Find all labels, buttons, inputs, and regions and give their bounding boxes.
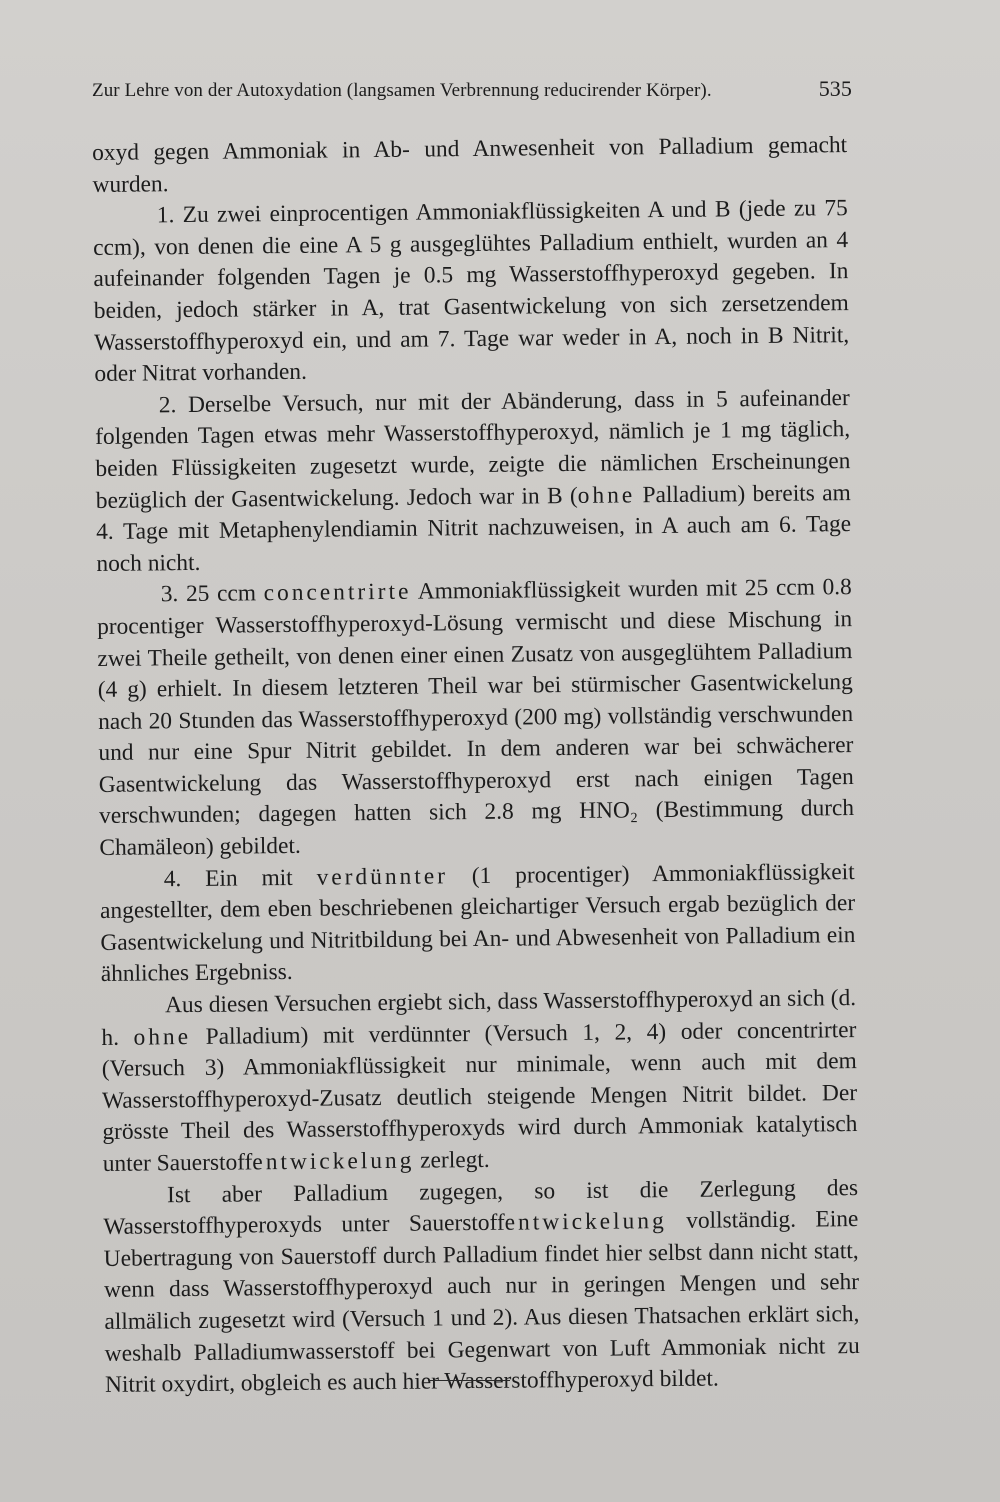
running-header bbox=[92, 76, 852, 102]
paragraph-conclusion-1: Aus diesen Versuchen ergiebt sich, dass Wasserstoffhyperoxyd an sich (d. h. ohne Palladium) mit verdünnter (Versuch 1, 2, 4) oder concentrirter (Versuch 3) Ammoniakflüssigkeit nur minimale, wenn auch mit dem Wasserstoffhyperoxyd-Zusatz deutlich steigende Mengen Nitrit bildet. Der grösste Theil des Wasserstoffhyperoxyds wird durch Ammoniak katalytisch unter Sauerstoffentwickelung zerlegt. bbox=[101, 985, 858, 1177]
page-number: 535 bbox=[818, 76, 852, 101]
paragraph-experiment-1: 1. Zu zwei einprocentigen Ammoniakflüssigkeiten A und B (jede zu 75 ccm), von denen die eine A 5 g ausgeglühtes Palladium enthielt, wurden an 4 aufeinander folgenden Tagen je 0.5 mg Wasserstoffhyperoxyd gegeben. In beiden, jedoch stärker in A, trat Gasentwickelung von sich zersetzendem Wasserstoffhyperoxyd ein, und am 7. Tage war weder in A, noch in B Nitrit, oder Nitrat vorhanden. bbox=[93, 195, 850, 388]
emphasis-spaced: verdünnter bbox=[316, 862, 449, 891]
paragraph-experiment-3: 3. 25 ccm concentrirte Ammoniakflüssigkeit wurden mit 25 ccm 0.8 procentiger Wasserstoffhyperoxyd-Lösung vermischt und diese Mischung in zwei Theile getheilt, von denen einer einen Zusatz von ausgeglühtem Palladium (4 g) erhielt. In diesem letzteren Theil war bei stürmischer Gasentwickelung nach 20 Stunden das Wasserstoffhyperoxyd (200 mg) vollständig verschwunden und nur eine Spur Nitrit gebildet. In dem anderen war bei schwächerer Gasentwickelung das Wasserstoffhyperoxyd erst nach einigen Tagen verschwunden; dagegen hatten sich 2.8 mg HNO₂ (Bestimmung durch Chamäleon) gebildet. bbox=[96, 574, 855, 862]
body-text bbox=[92, 130, 860, 1402]
emphasis-spaced: entwickelung bbox=[252, 1147, 415, 1176]
paragraph-continuation: oxyd gegen Ammoniak in Ab- und Anwesenheit von Palladium gemacht wurden. bbox=[92, 132, 848, 198]
emphasis-spaced: ohne bbox=[133, 1023, 192, 1051]
paragraph-experiment-4: 4. Ein mit verdünnter (1 procentiger) Ammoniakflüssigkeit angestellter, dem eben beschriebenen gleichartiger Versuch ergab bezüglich der Gasentwickelung und Nitritbildung bei An- und Abwesenheit von Palladium ein ähnliches Ergebniss. bbox=[99, 858, 856, 988]
running-title: Zur Lehre von der Autoxydation (langsamen Verbrennung reducirender Körper). bbox=[92, 80, 712, 101]
paragraph-conclusion-2: Ist aber Palladium zugegen, so ist die Zerlegung des Wasserstoffhyperoxyds unter Sauerstoffentwickelung vollständig. Eine Uebertragung von Sauerstoff durch Palladium findet hier selbst dann nicht statt, wenn dass Wasserstoffhyperoxyd auch nur in geringen Mengen und sehr allmälich zugesetzt wird (Versuch 1 und 2). Aus diesen Thatsachen erklärt sich, weshalb Palladiumwasserstoff bei Gegenwart von Luft Ammoniak nicht zu Nitrit oxydirt, obgleich es auch hier Wasserstoffhyperoxyd bildet. bbox=[103, 1174, 860, 1399]
emphasis-spaced: ohne bbox=[577, 481, 636, 509]
paragraph-experiment-2: 2. Derselbe Versuch, nur mit der Abänderung, dass in 5 aufeinander folgenden Tagen etwas mehr Wasserstoffhyperoxyd, nämlich je 1 mg täglich, beiden Flüssigkeiten zugesetzt wurde, zeigte die nämlichen Erscheinungen bezüglich der Gasentwickelung. Jedoch war in B (ohne Palladium) bereits am 4. Tage mit Metaphenylendiamin Nitrit nachzuweisen, in A auch am 6. Tage noch nicht. bbox=[94, 384, 852, 577]
section-end-rule bbox=[428, 1380, 510, 1381]
emphasis-spaced: entwickelung bbox=[504, 1208, 667, 1236]
emphasis-spaced: concentrirte bbox=[263, 578, 412, 607]
